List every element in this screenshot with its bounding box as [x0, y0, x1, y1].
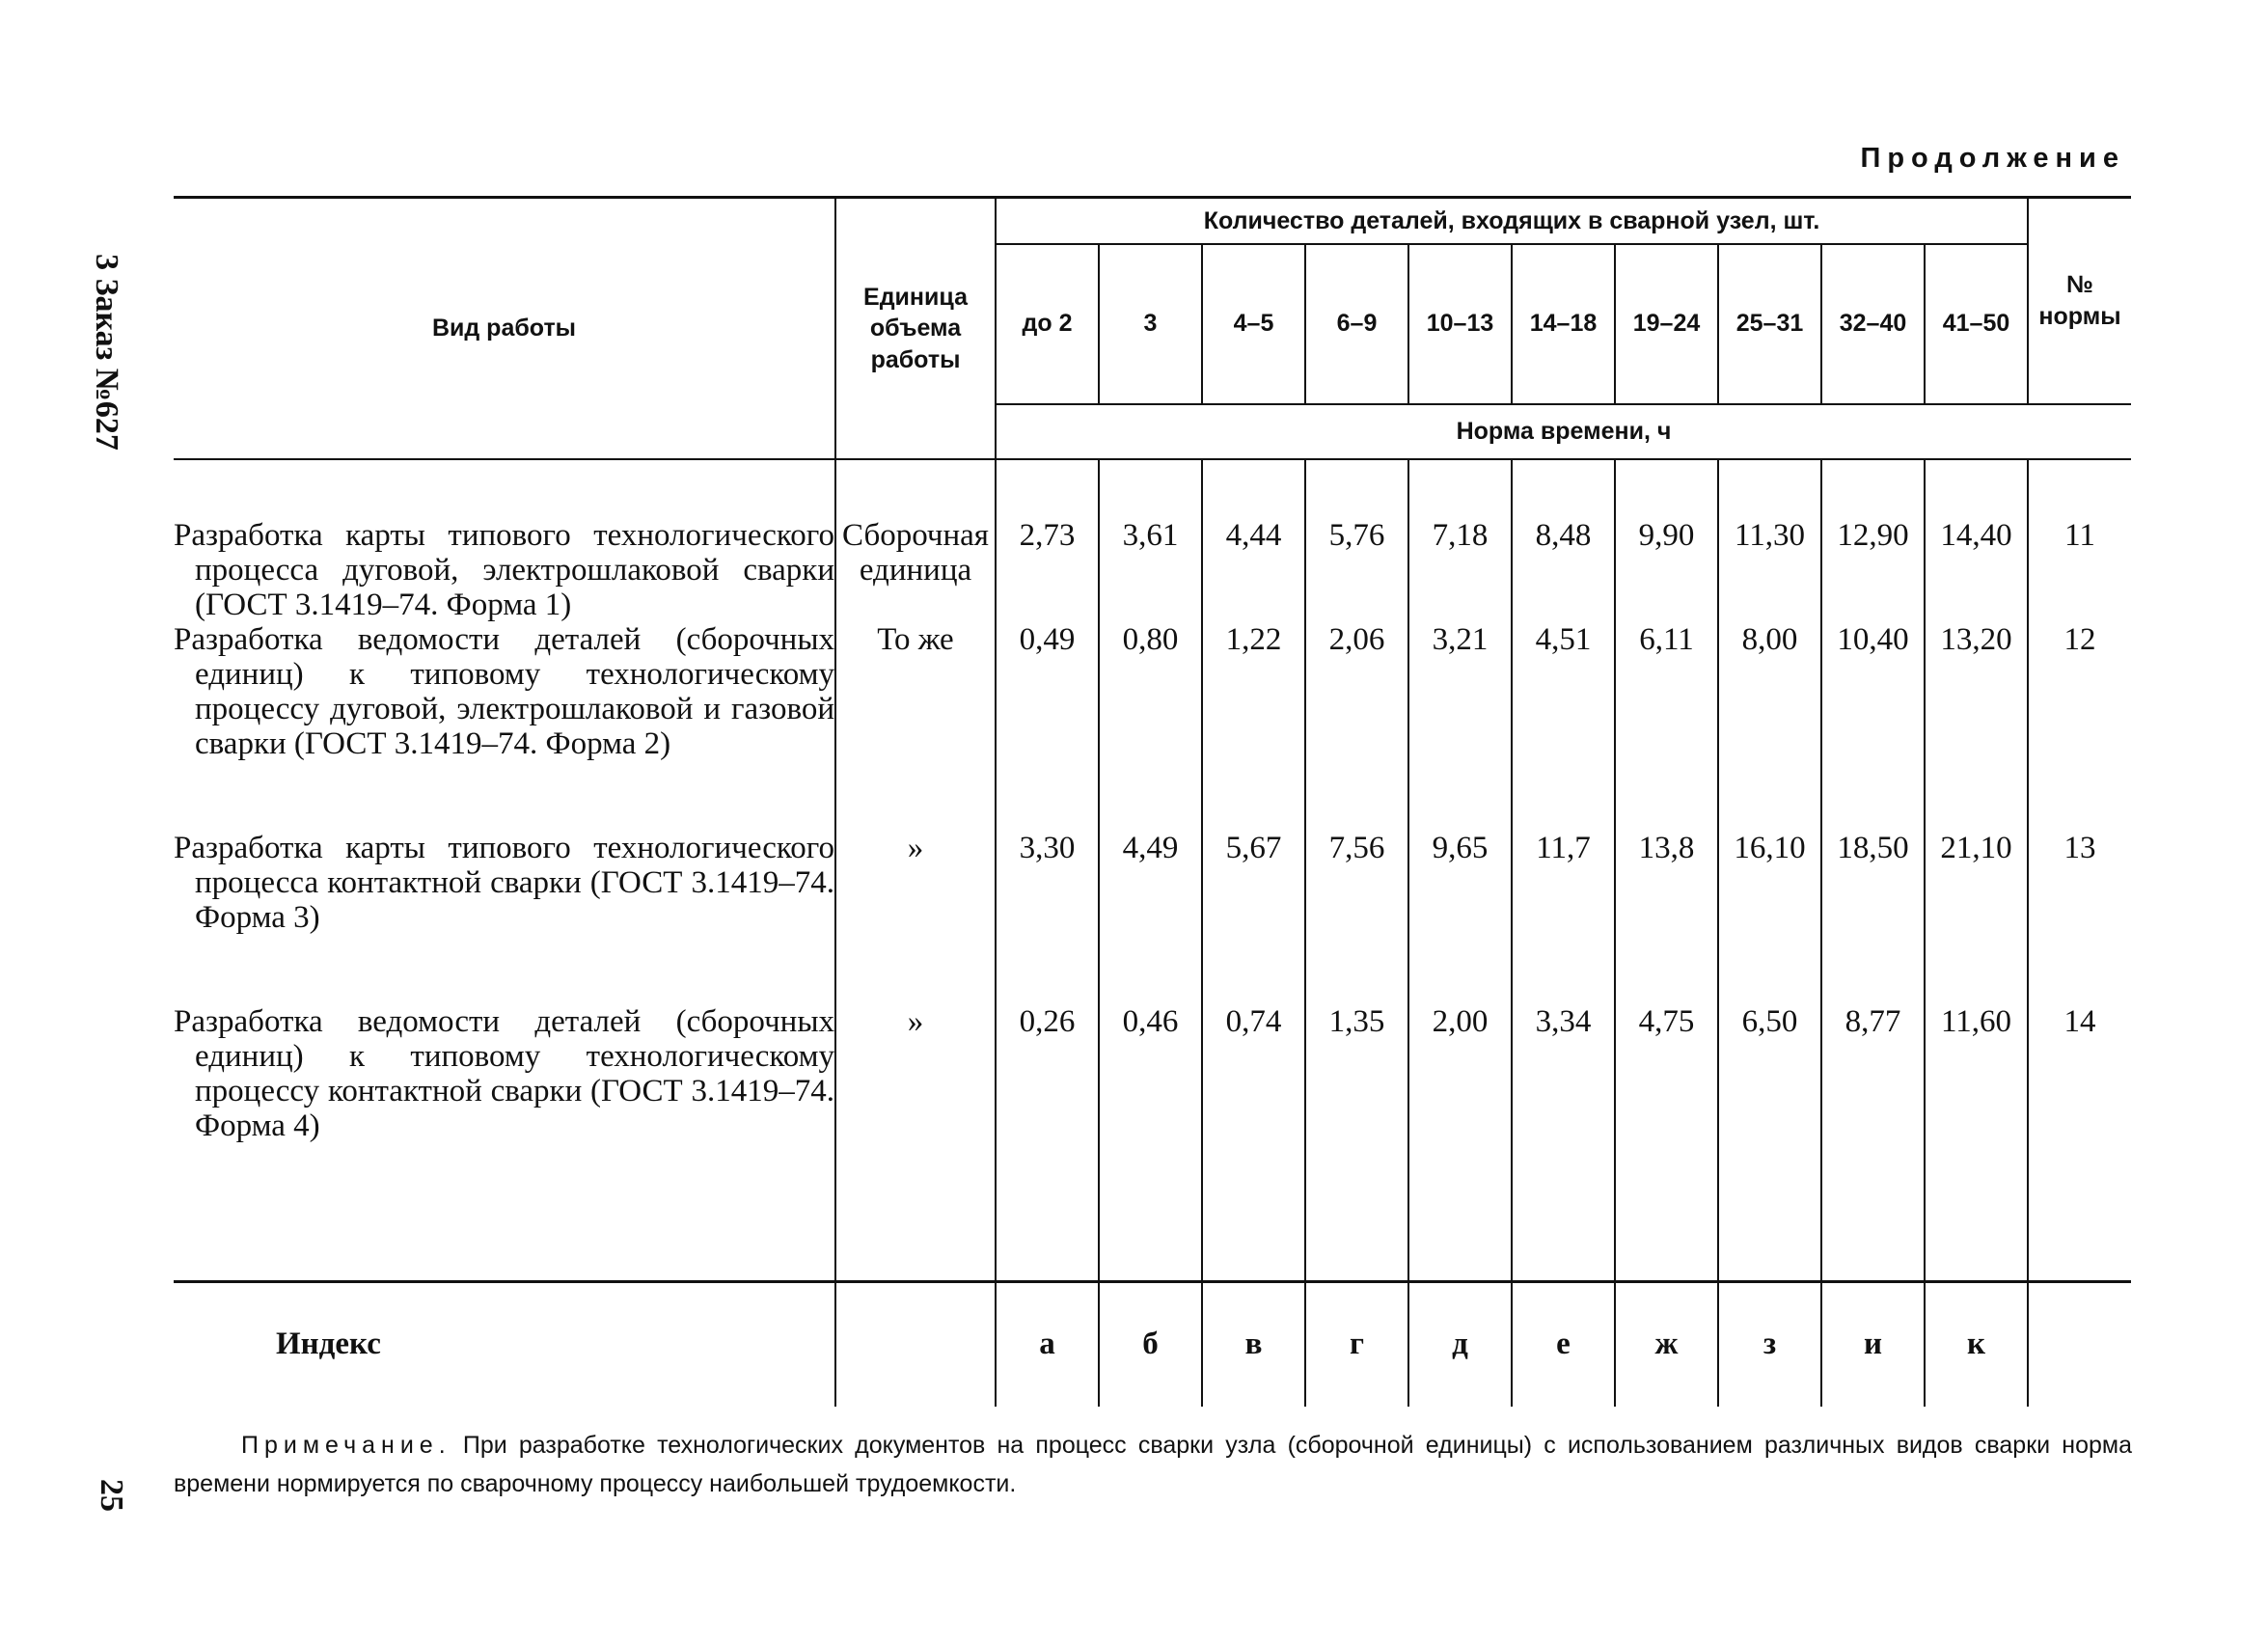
index-label: Индекс: [174, 1281, 835, 1407]
values-col-4: [1408, 459, 1512, 1282]
header-col-2: 4–5: [1202, 244, 1305, 404]
value-cell: 12,90: [1837, 517, 1909, 553]
header-col-7: 25–31: [1718, 244, 1821, 404]
header-col-9: 41–50: [1925, 244, 2028, 404]
footnote-text: При разработке технологических документов на процесс сварки узла (сборочной единицы) с использованием различных видов сварки норма времени нормируется по сварочному процессу наибольшей трудоемкости.: [174, 1432, 2132, 1497]
value-cell: 7,18: [1432, 517, 1489, 553]
header-quantity-caption: Количество деталей, входящих в сварной узел, шт.: [996, 198, 2028, 244]
values-col-7: [1718, 459, 1821, 1282]
value-cell: 8,00: [1741, 621, 1798, 657]
index-letter: з: [1718, 1281, 1821, 1407]
header-norm-number: № нормы: [2028, 198, 2131, 404]
value-cell: 4,75: [1638, 1003, 1695, 1039]
value-cell: 2,06: [1328, 621, 1385, 657]
unit-row-12: То же: [877, 621, 954, 657]
values-col-1: [1099, 459, 1202, 1282]
values-col-2: [1202, 459, 1305, 1282]
header-col-6: 19–24: [1615, 244, 1718, 404]
unit-cell: [835, 459, 996, 1282]
norm-number: 14: [2063, 1003, 2096, 1039]
index-letter: к: [1925, 1281, 2028, 1407]
value-cell: 5,76: [1328, 517, 1385, 553]
work-type-row-13: Разработка карты типового технологического процесса контактной сварки (ГОСТ 3.1419–74. Форма 3): [174, 830, 834, 935]
continuation-label: Продолжение: [1860, 143, 2125, 174]
header-time-caption: Норма времени, ч: [996, 404, 2131, 459]
values-col-8: [1821, 459, 1925, 1282]
header-col-5: 14–18: [1512, 244, 1615, 404]
norm-number: 12: [2063, 621, 2096, 657]
work-type-row-12: Разработка ведомости деталей (сборочных единиц) к типовому технологическому процессу дуговой, электрошлаковой и газовой сварки (ГОСТ 3.1419–74. Форма 2): [174, 621, 834, 761]
work-type-row-14: Разработка ведомости деталей (сборочных единиц) к типовому технологическому процессу контактной сварки (ГОСТ 3.1419–74. Форма 4): [174, 1003, 834, 1143]
norm-number: 11: [2064, 517, 2095, 553]
index-letter: г: [1305, 1281, 1408, 1407]
value-cell: 0,49: [1019, 621, 1076, 657]
value-cell: 3,34: [1535, 1003, 1592, 1039]
footnote-label: Примечание.: [241, 1432, 451, 1459]
value-cell: 16,10: [1734, 830, 1806, 865]
header-col-3: 6–9: [1305, 244, 1408, 404]
value-cell: 11,30: [1734, 517, 1806, 553]
work-type-row-11: Разработка карты типового технологического процесса дуговой, электрошлаковой сварки (ГОСТ 3.1419–74. Форма 1): [174, 517, 834, 622]
value-cell: 11,7: [1536, 830, 1591, 865]
footnote: [174, 1426, 2132, 1503]
value-cell: 3,21: [1432, 621, 1489, 657]
value-cell: 0,46: [1122, 1003, 1179, 1039]
value-cell: 6,50: [1741, 1003, 1798, 1039]
value-cell: 21,10: [1940, 830, 2012, 865]
value-cell: 9,65: [1432, 830, 1489, 865]
index-letter: а: [996, 1281, 1099, 1407]
unit-row-14: »: [907, 1003, 924, 1039]
index-letter: б: [1099, 1281, 1202, 1407]
value-cell: 5,67: [1225, 830, 1282, 865]
value-cell: 13,8: [1638, 830, 1695, 865]
header-work-type: Вид работы: [174, 198, 835, 459]
value-cell: 2,73: [1019, 517, 1076, 553]
value-cell: 4,44: [1225, 517, 1282, 553]
value-cell: 18,50: [1837, 830, 1909, 865]
value-cell: 6,11: [1639, 621, 1694, 657]
margin-order-label: 3 Заказ №627: [89, 254, 124, 451]
index-letter: д: [1408, 1281, 1512, 1407]
values-col-6: [1615, 459, 1718, 1282]
value-cell: 1,35: [1328, 1003, 1385, 1039]
value-cell: 9,90: [1638, 517, 1695, 553]
value-cell: 3,61: [1122, 517, 1179, 553]
header-col-8: 32–40: [1821, 244, 1925, 404]
index-letter: ж: [1615, 1281, 1718, 1407]
index-letter: в: [1202, 1281, 1305, 1407]
unit-row-13: »: [907, 830, 924, 865]
header-unit: Единица объема работы: [835, 198, 996, 459]
value-cell: 10,40: [1837, 621, 1909, 657]
unit-row-11: Сборочная единица: [842, 517, 989, 588]
index-letter: е: [1512, 1281, 1615, 1407]
header-col-1: 3: [1099, 244, 1202, 404]
values-col-0: [996, 459, 1099, 1282]
index-norm-empty: [2028, 1281, 2131, 1407]
value-cell: 2,00: [1432, 1003, 1489, 1039]
value-cell: 7,56: [1328, 830, 1385, 865]
value-cell: 13,20: [1940, 621, 2012, 657]
page-number: 25: [94, 1479, 129, 1512]
value-cell: 0,26: [1019, 1003, 1076, 1039]
value-cell: 0,74: [1225, 1003, 1282, 1039]
index-letter: и: [1821, 1281, 1925, 1407]
value-cell: 8,48: [1535, 517, 1592, 553]
values-col-3: [1305, 459, 1408, 1282]
value-cell: 14,40: [1940, 517, 2012, 553]
index-unit-empty: [835, 1281, 996, 1407]
values-col-9: [1925, 459, 2028, 1282]
values-col-5: [1512, 459, 1615, 1282]
time-norm-table: [174, 196, 2131, 1407]
value-cell: 0,80: [1122, 621, 1179, 657]
value-cell: 4,49: [1122, 830, 1179, 865]
work-type-cell: [174, 459, 835, 1282]
norm-number: 13: [2063, 830, 2096, 865]
value-cell: 1,22: [1225, 621, 1282, 657]
value-cell: 11,60: [1940, 1003, 2012, 1039]
value-cell: 8,77: [1844, 1003, 1901, 1039]
value-cell: 3,30: [1019, 830, 1076, 865]
header-col-4: 10–13: [1408, 244, 1512, 404]
header-col-0: до 2: [996, 244, 1099, 404]
value-cell: 4,51: [1535, 621, 1592, 657]
norm-number-cell: [2028, 459, 2131, 1282]
